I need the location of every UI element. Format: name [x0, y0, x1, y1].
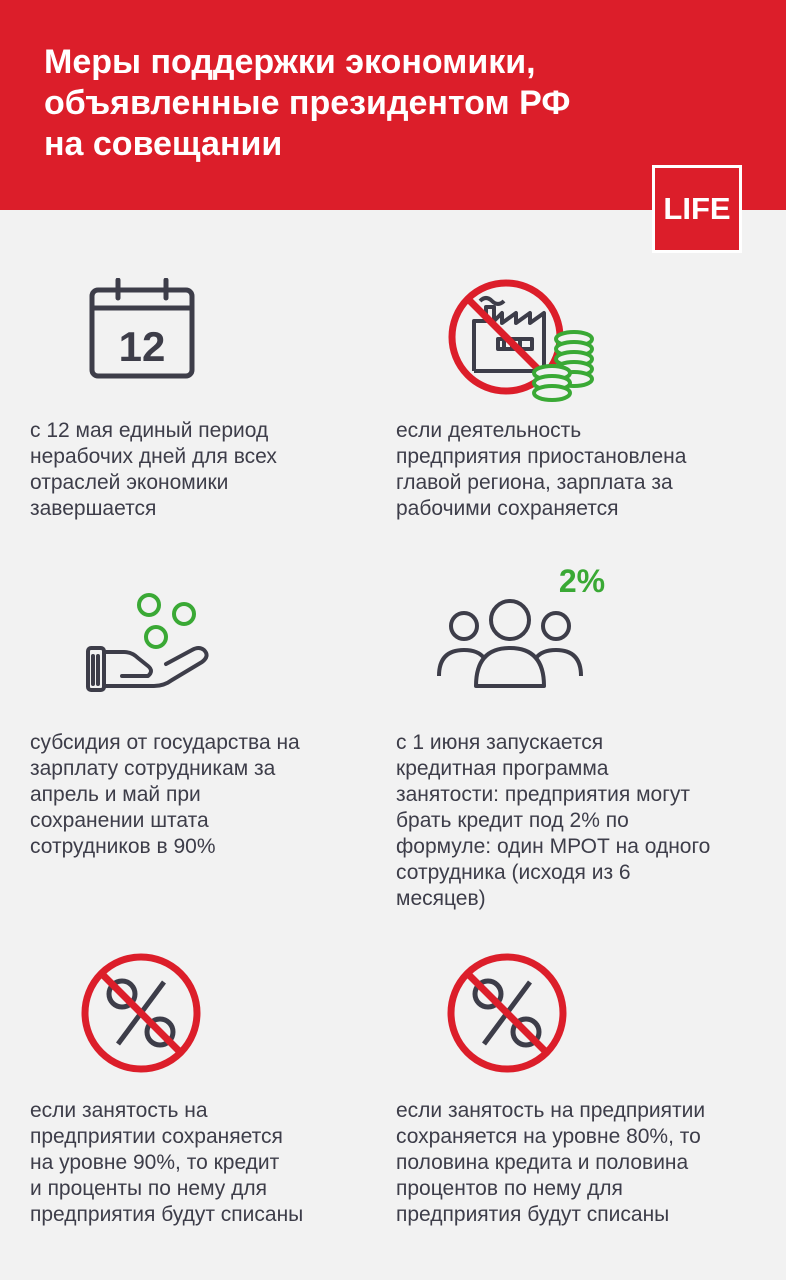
- measure-text-6: если занятость на предприятии сохраняется на уровне 80%, то половина кредита и половина процентов по нему для предприятия будут списаны: [396, 1099, 706, 1226]
- page-title: Меры поддержки экономики, объявленные президентом РФ на совещании: [44, 43, 571, 163]
- logo-text: LIFE: [663, 191, 731, 226]
- measure-text-2: если деятельность предприятия приостановлена главой региона, зарплата за рабочими сохраняется: [396, 419, 687, 520]
- measure-text-3: субсидия от государства на зарплату сотрудникам за апрель и май при сохранении штата сотрудников в 90%: [30, 731, 300, 858]
- no-percent-icon: [80, 952, 202, 1074]
- calendar-icon: [88, 278, 198, 382]
- rate-label: 2%: [558, 563, 606, 599]
- no-percent-icon: [446, 952, 568, 1074]
- life-logo: [652, 165, 742, 253]
- people-group-icon: [436, 560, 616, 692]
- no-factory-coins-icon: [446, 277, 596, 407]
- measure-text-4: с 1 июня запускается кредитная программа занятости: предприятия могут брать кредит под 2% по формуле: один МРОТ на одного сотрудника (исходя из 6 месяцев): [396, 731, 711, 910]
- calendar-day-number: 12: [118, 323, 166, 370]
- measure-text-1: с 12 мая единый период нерабочих дней для всех отраслей экономики завершается: [30, 419, 277, 520]
- measure-text-5: если занятость на предприятии сохраняется на уровне 90%, то кредит и проценты по нему для предприятия будут списаны: [30, 1099, 304, 1226]
- hand-coins-icon: [86, 592, 216, 696]
